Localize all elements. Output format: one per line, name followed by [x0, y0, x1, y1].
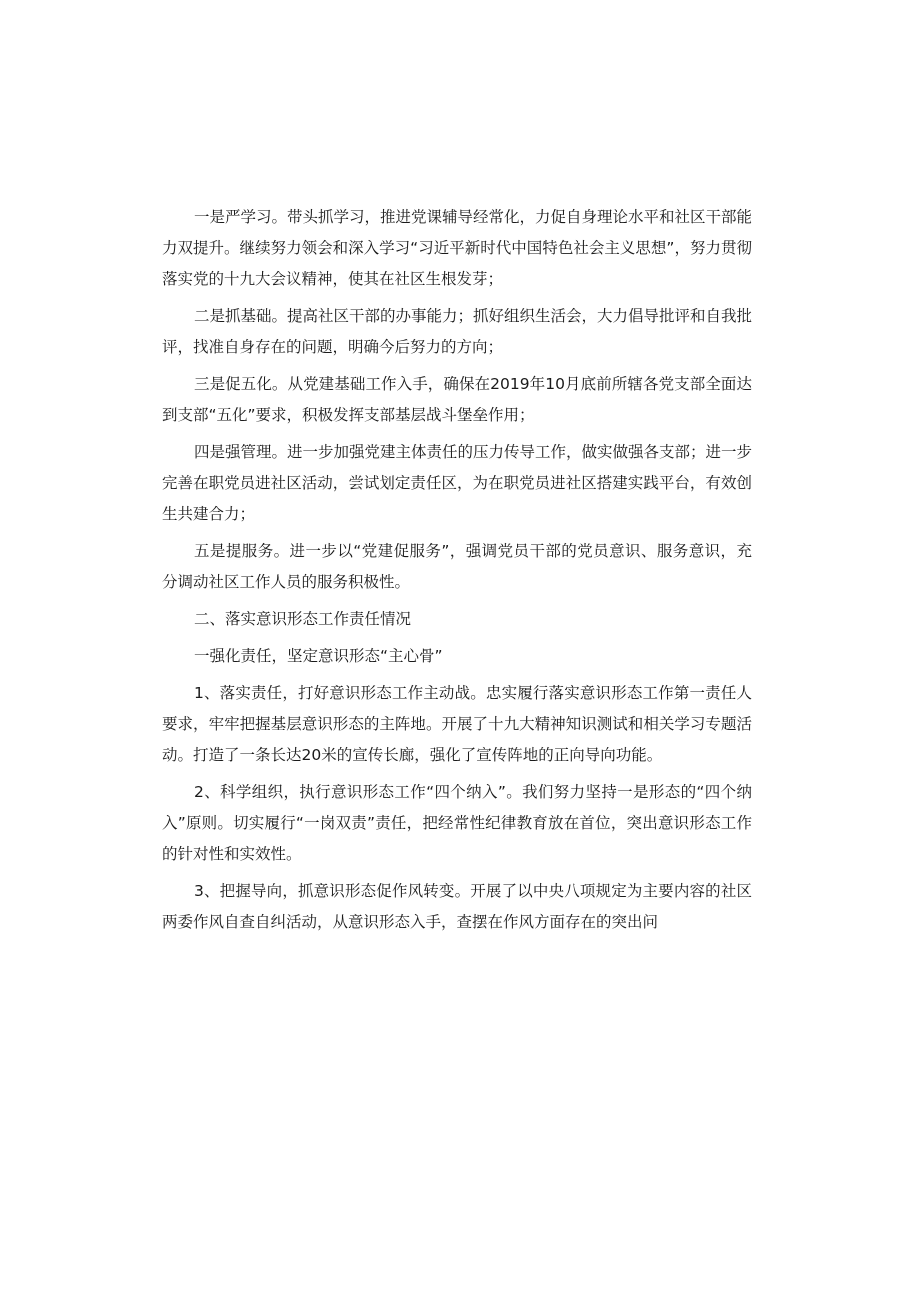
list-item-2: 2、科学组织，执行意识形态工作“四个纳入”。我们努力坚持一是形态的“四个纳入”原则。切实履行“一岗双责”责任，把经常性纪律教育放在首位，突出意识形态工作的针对性和实效性。	[162, 783, 752, 863]
document-body	[162, 202, 752, 944]
paragraph-management: 四是强管理。进一步加强党建主体责任的压力传导工作，做实做强各支部；进一步完善在职党员进社区活动，尝试划定责任区，为在职党员进社区搭建实践平台，有效创生共建合力；	[162, 443, 753, 523]
section-heading-ideology: 二、落实意识形态工作责任情况	[194, 610, 412, 628]
paragraph-five-standards: 三是促五化。从党建基础工作入手，确保在2019年10月底前所辖各党支部全面达到支部“五化”要求，积极发挥支部基层战斗堡垒作用；	[162, 375, 752, 424]
subsection-heading-responsibility: 一强化责任，坚定意识形态“主心骨”	[194, 647, 443, 665]
paragraph-study: 一是严学习。带头抓学习，推进党课辅导经常化，力促自身理论水平和社区干部能力双提升。继续努力领会和深入学习“习近平新时代中国特色社会主义思想”，努力贯彻落实党的十九大会议精神，使其在社区生根发芽；	[162, 208, 753, 288]
paragraph-service: 五是提服务。进一步以“党建促服务”，强调党员干部的党员意识、服务意识，充分调动社区工作人员的服务积极性。	[162, 542, 752, 591]
list-item-1: 1、落实责任，打好意识形态工作主动战。忠实履行落实意识形态工作第一责任人要求，牢牢把握基层意识形态的主阵地。开展了十九大精神知识测试和相关学习专题活动。打造了一条长达20米的宣传长廊，强化了宣传阵地的正向导向功能。	[162, 684, 752, 764]
list-item-3: 3、把握导向，抓意识形态促作风转变。开展了以中央八项规定为主要内容的社区两委作风自查自纠活动，从意识形态入手，查摆在作风方面存在的突出问	[162, 882, 752, 931]
paragraph-foundation: 二是抓基础。提高社区干部的办事能力；抓好组织生活会，大力倡导批评和自我批评，找准自身存在的问题，明确今后努力的方向；	[162, 307, 753, 356]
